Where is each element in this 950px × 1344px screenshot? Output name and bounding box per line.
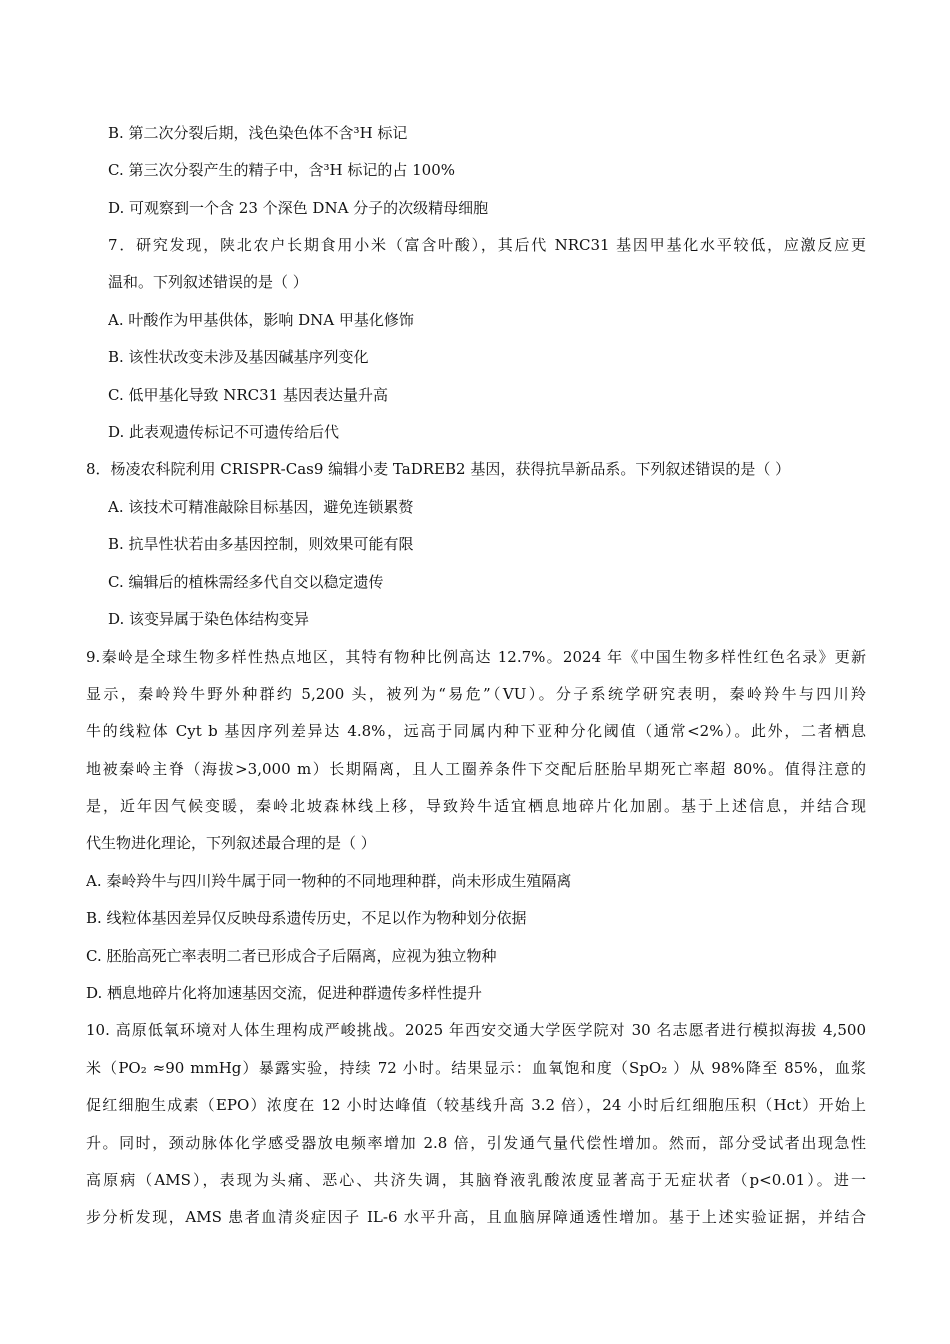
q9-stem-line3: 牛的线粒体 Cyt b 基因序列差异达 4.8%，远高于同属内种下亚种分化阈值（通常<2%）。此外，二者栖息 <box>86 722 866 740</box>
q9-option-b: B. 线粒体基因差异仅反映母系遗传历史，不足以作为物种划分依据 <box>86 909 527 927</box>
q9-option-a: A. 秦岭羚牛与四川羚牛属于同一物种的不同地理种群，尚未形成生殖隔离 <box>86 872 572 890</box>
q10-stem-line2: 米（PO₂ ≈90 mmHg）暴露实验，持续 72 小时。结果显示：血氧饱和度（SpO₂ ）从 98%降至 85%，血浆 <box>86 1059 866 1077</box>
q8-option-d: D. 该变异属于染色体结构变异 <box>108 610 310 628</box>
q7-option-a: A. 叶酸作为甲基供体，影响 DNA 甲基化修饰 <box>108 311 414 329</box>
q9-stem-line1: 9.秦岭是全球生物多样性热点地区，其特有物种比例高达 12.7%。2024 年《中国生物多样性红色名录》更新 <box>86 648 866 666</box>
q7-stem-line2: 温和。下列叙述错误的是（ ） <box>108 273 308 291</box>
q8-stem: 8．杨凌农科院利用 CRISPR-Cas9 编辑小麦 TaDREB2 基因，获得抗旱新品系。下列叙述错误的是（ ） <box>86 460 791 478</box>
q9-stem-line5: 是，近年因气候变暖，秦岭北坡森林线上移，导致羚牛适宜栖息地碎片化加剧。基于上述信息，并结合现 <box>86 797 866 815</box>
q9-stem-line6: 代生物进化理论，下列叙述最合理的是（ ） <box>86 834 376 852</box>
q8-option-a: A. 该技术可精准敲除目标基因，避免连锁累赘 <box>108 498 414 516</box>
q7-option-d: D. 此表观遗传标记不可遗传给后代 <box>108 423 340 441</box>
q7-option-c: C. 低甲基化导致 NRC31 基因表达量升高 <box>108 386 388 404</box>
q9-option-c: C. 胚胎高死亡率表明二者已形成合子后隔离，应视为独立物种 <box>86 947 497 965</box>
q9-option-d: D. 栖息地碎片化将加速基因交流，促进种群遗传多样性提升 <box>86 984 483 1002</box>
q10-stem-line4: 升。同时，颈动脉体化学感受器放电频率增加 2.8 倍，引发通气量代偿性增加。然而，部分受试者出现急性 <box>86 1134 866 1152</box>
q7-option-b: B. 该性状改变未涉及基因碱基序列变化 <box>108 348 369 366</box>
q6-option-c: C. 第三次分裂产生的精子中，含³H 标记的占 100% <box>108 161 455 179</box>
q7-stem-line1: 7．研究发现，陕北农户长期食用小米（富含叶酸），其后代 NRC31 基因甲基化水平较低，应激反应更 <box>108 236 866 254</box>
q8-option-b: B. 抗旱性状若由多基因控制，则效果可能有限 <box>108 535 414 553</box>
q10-stem-line5: 高原病（AMS），表现为头痛、恶心、共济失调，其脑脊液乳酸浓度显著高于无症状者（p<0.01）。进一 <box>86 1171 866 1189</box>
q10-stem-line1: 10. 高原低氧环境对人体生理构成严峻挑战。2025 年西安交通大学医学院对 30 名志愿者进行模拟海拔 4,500 <box>86 1021 866 1039</box>
q8-option-c: C. 编辑后的植株需经多代自交以稳定遗传 <box>108 573 384 591</box>
q10-stem-line6: 步分析发现，AMS 患者血清炎症因子 IL-6 水平升高，且血脑屏障通透性增加。基于上述实验证据，并结合 <box>86 1208 866 1226</box>
q9-stem-line4: 地被秦岭主脊（海拔>3,000 m）长期隔离，且人工圈养条件下交配后胚胎早期死亡率超 80%。值得注意的 <box>86 760 866 778</box>
q6-option-d: D. 可观察到一个含 23 个深色 DNA 分子的次级精母细胞 <box>108 199 489 217</box>
q10-stem-line3: 促红细胞生成素（EPO）浓度在 12 小时达峰值（较基线升高 3.2 倍），24 小时后红细胞压积（Hct）开始上 <box>86 1096 866 1114</box>
q9-stem-line2: 显示，秦岭羚牛野外种群约 5,200 头，被列为“易危”（VU）。分子系统学研究表明，秦岭羚牛与四川羚 <box>86 685 866 703</box>
q6-option-b: B. 第二次分裂后期，浅色染色体不含³H 标记 <box>108 124 408 142</box>
